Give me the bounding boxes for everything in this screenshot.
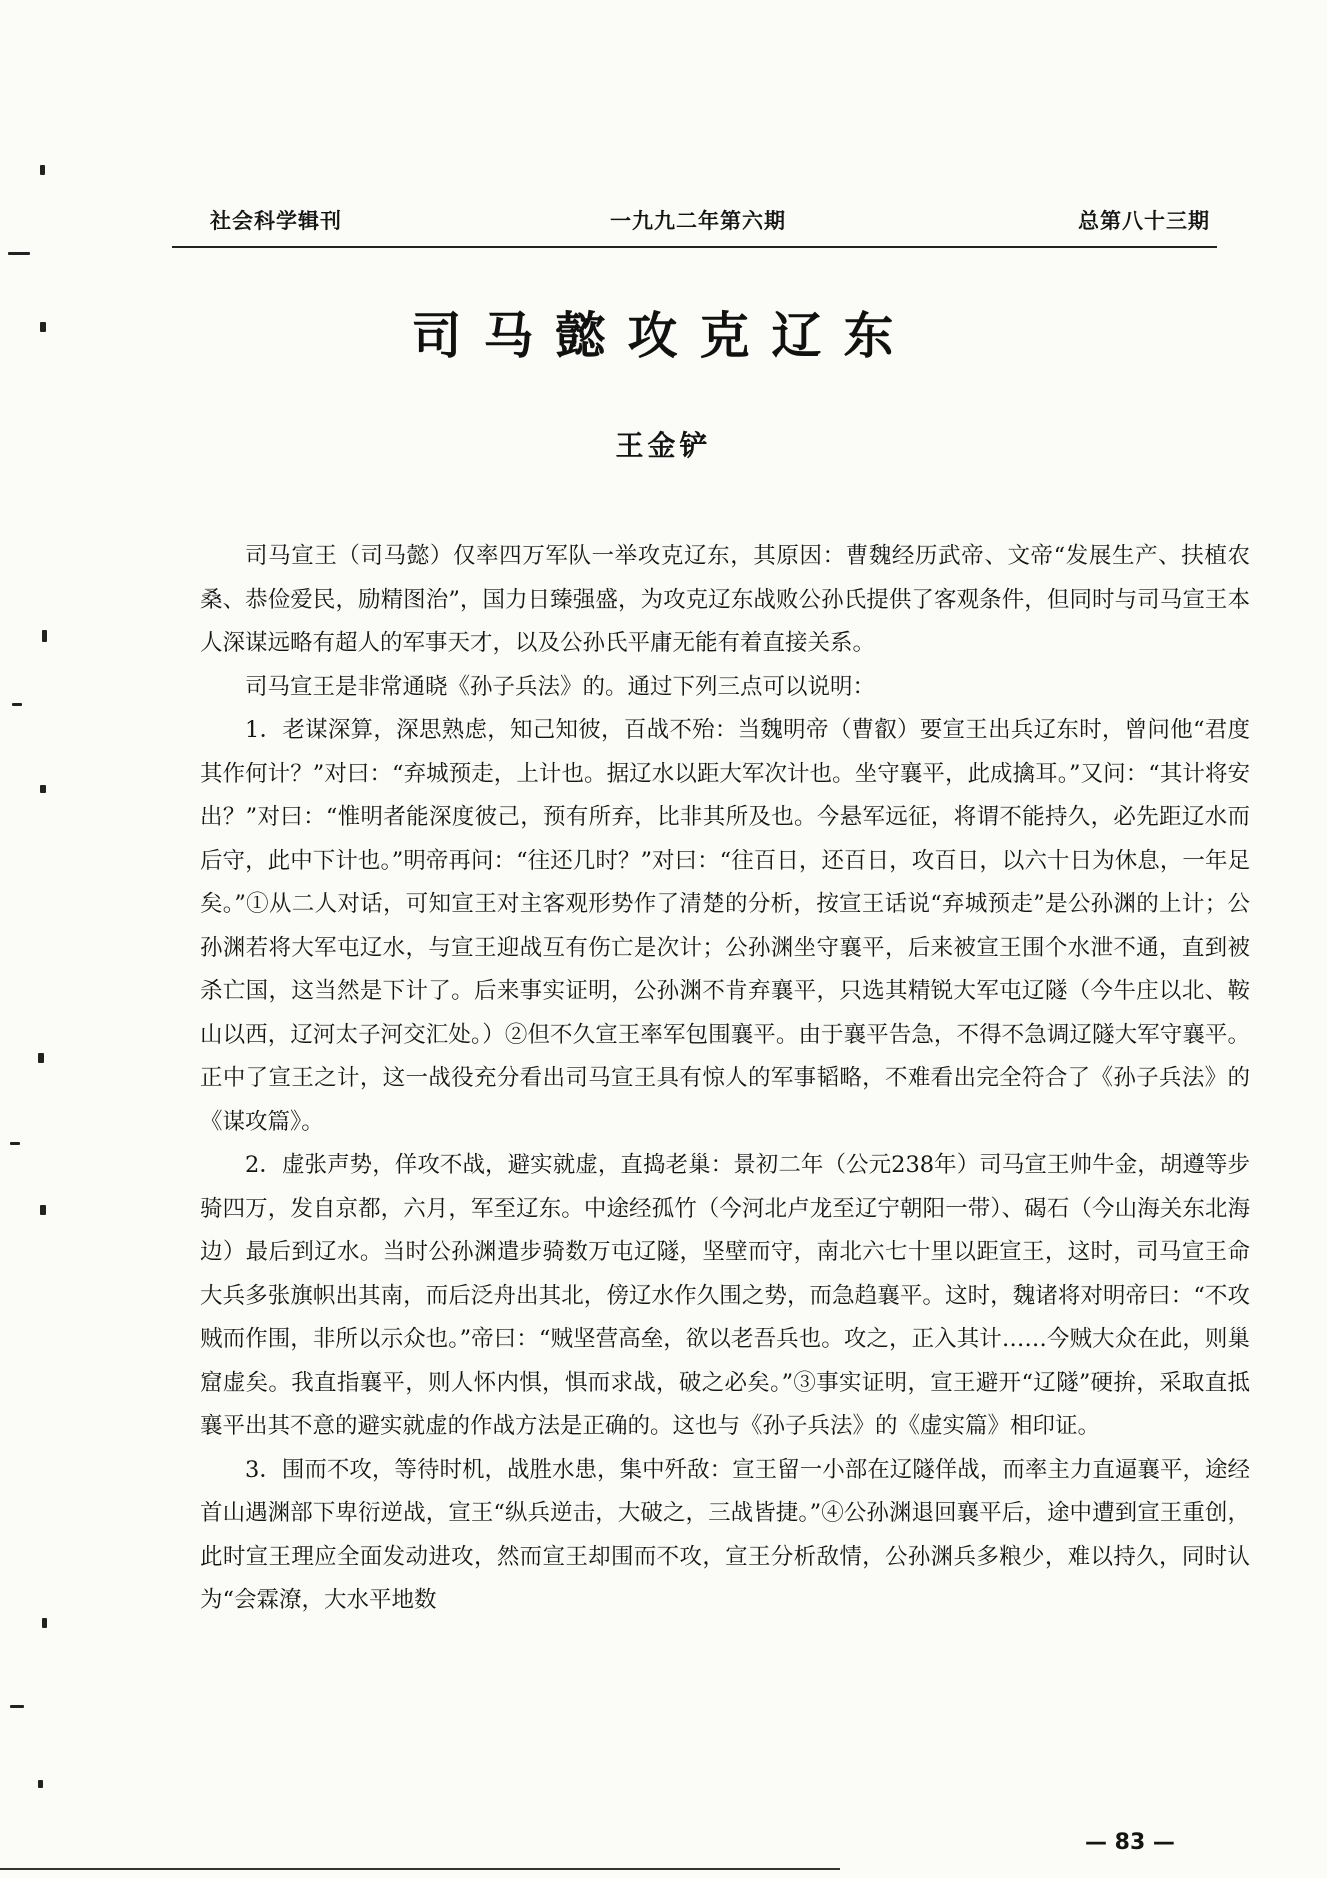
- scan-speck: [38, 1780, 43, 1788]
- article-body: [200, 535, 1250, 1623]
- paragraph-point-1: 1．老谋深算，深思熟虑，知己知彼，百战不殆：当魏明帝（曹叡）要宣王出兵辽东时，曾问他“君度其作何计？”对曰：“弃城预走，上计也。据辽水以距大军次计也。坐守襄平，此成擒耳。”又问：“其计将安出？”对曰：“惟明者能深度彼己，预有所弃，比非其所及也。今悬军远征，将谓不能持久，必先距辽水而后守，此中下计也。”明帝再问：“往还几时？”对曰：“往百日，还百日，攻百日，以六十日为休息，一年足矣。”①从二人对话，可知宣王对主客观形势作了清楚的分析，按宣王话说“弃城预走”是公孙渊的上计；公孙渊若将大军屯辽水，与宣王迎战互有伤亡是次计；公孙渊坐守襄平，后来被宣王围个水泄不通，直到被杀亡国，这当然是下计了。后来事实证明，公孙渊不肯弃襄平，只选其精锐大军屯辽隧（今牛庄以北、鞍山以西，辽河太子河交汇处。）②但不久宣王率军包围襄平。由于襄平告急，不得不急调辽隧大军守襄平。正中了宣王之计，这一战役充分看出司马宣王具有惊人的军事韬略，不难看出完全符合了《孙子兵法》的《谋攻篇》。: [200, 717, 1250, 1135]
- paragraph-point-2: 2．虚张声势，佯攻不战，避实就虚，直捣老巢：景初二年（公元238年）司马宣王帅牛金，胡遵等步骑四万，发自京都，六月，军至辽东。中途经孤竹（今河北卢龙至辽宁朝阳一带）、碣石（今山海关东北海边）最后到辽水。当时公孙渊遣步骑数万屯辽隧，坚壁而守，南北六七十里以距宣王，这时，司马宣王命大兵多张旗帜出其南，而后泛舟出其北，傍辽水作久围之势，而急趋襄平。这时，魏诸将对明帝曰：“不攻贼而作围，非所以示众也。”帝曰：“贼坚营高垒，欲以老吾兵也。攻之，正入其计……今贼大众在此，则巢窟虚矣。我直指襄平，则人怀内惧，惧而求战，破之必矣。”③事实证明，宣王避开“辽隧”硬拚，采取直抵襄平出其不意的避实就虚的作战方法是正确的。这也与《孙子兵法》的《虚实篇》相印证。: [200, 1152, 1250, 1439]
- journal-name: 社会科学辑刊: [210, 209, 342, 233]
- scan-speck: [10, 1705, 24, 1708]
- article-title: 司马懿攻克辽东: [411, 307, 916, 365]
- bottom-rule: [0, 1868, 840, 1870]
- scan-speck: [12, 703, 22, 706]
- running-header: [180, 205, 1210, 243]
- scan-speck: [40, 165, 45, 175]
- paragraph-lead: 司马宣王是非常通晓《孙子兵法》的。通过下列三点可以说明：: [245, 673, 876, 700]
- issue-label: 一九九二年第六期: [610, 209, 786, 233]
- scan-speck: [40, 1205, 46, 1215]
- scan-speck: [8, 252, 30, 255]
- page-number: — 83 —: [1085, 1830, 1175, 1855]
- paragraph-intro: 司马宣王（司马懿）仅率四万军队一举攻克辽东，其原因：曹魏经历武帝、文帝“发展生产、扶植农桑、恭俭爱民，励精图治”，国力日臻强盛，为攻克辽东战败公孙氏提供了客观条件，但同时与司马宣王本人深谋远略有超人的军事天才，以及公孙氏平庸无能有着直接关系。: [200, 543, 1250, 656]
- paragraph-point-3: 3．围而不攻，等待时机，战胜水患，集中歼敌：宣王留一小部在辽隧佯战，而率主力直逼襄平，途经首山遇渊部下卑衍逆战，宣王“纵兵逆击，大破之，三战皆捷。”④公孙渊退回襄平后，途中遭到宣王重创，此时宣王理应全面发动进攻，然而宣王却围而不攻，宣王分析敌情，公孙渊兵多粮少，难以持久，同时认为“会霖潦，大水平地数: [200, 1456, 1250, 1613]
- scan-speck: [42, 1618, 47, 1628]
- scan-speck: [40, 785, 46, 793]
- scan-speck: [10, 1142, 20, 1145]
- total-issue-label: 总第八十三期: [1078, 209, 1210, 233]
- article-author: 王金铲: [615, 429, 712, 462]
- header-rule: [172, 246, 1217, 248]
- scan-speck: [42, 630, 47, 642]
- scan-speck: [38, 1053, 44, 1063]
